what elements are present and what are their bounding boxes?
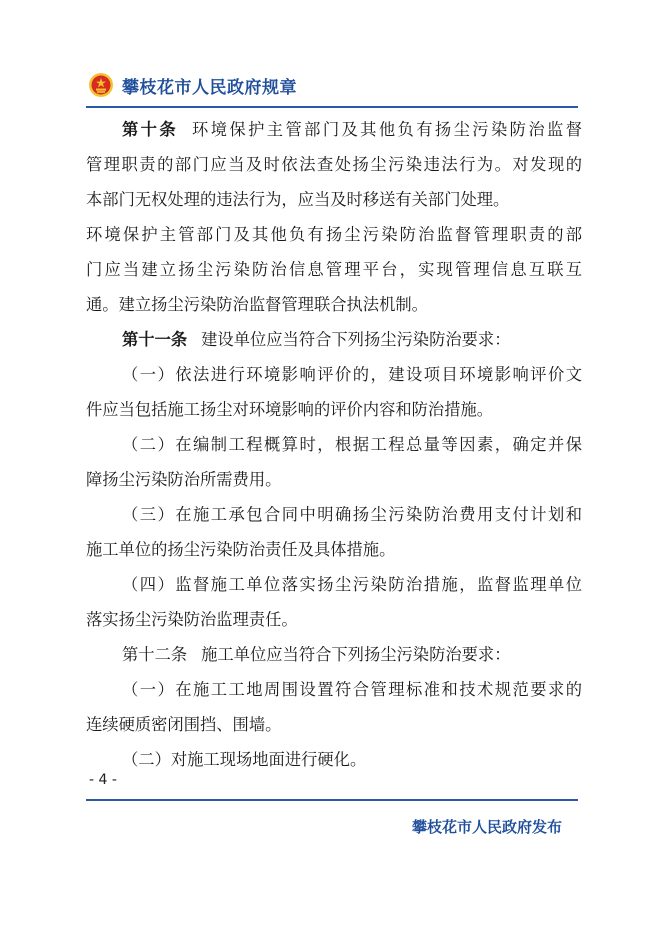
paragraph-line: 门应当建立扬尘污染防治信息管理平台，实现管理信息互联互	[86, 260, 582, 279]
list-item-line: （一）依法进行环境影响评价的，建设项目环境影响评价文	[122, 365, 582, 384]
list-item-line: （二）在编制工程概算时，根据工程总量等因素，确定并保	[122, 435, 582, 454]
list-item-line: 施工单位的扬尘污染防治责任及具体措施。	[86, 540, 396, 559]
article-11-text: 建设单位应当符合下列扬尘污染防治要求：	[201, 330, 511, 349]
page-header	[88, 68, 297, 102]
list-item-line: （二）对施工现场地面进行硬化。	[122, 750, 367, 769]
article-12-line	[86, 637, 582, 672]
header-title: 攀枝花市人民政府规章	[122, 77, 297, 98]
paragraph-line: 管理职责的部门应当及时依法查处扬尘污染违法行为。对发现的	[86, 155, 582, 174]
article-12-text: 施工单位应当符合下列扬尘污染防治要求：	[201, 645, 511, 664]
article-11-line	[86, 322, 582, 357]
document-body	[86, 112, 582, 777]
header-divider	[86, 106, 578, 108]
paragraph-line: 通。建立扬尘污染防治监督管理联合执法机制。	[86, 295, 428, 314]
page-number: - 4 -	[89, 772, 117, 788]
national-emblem-icon	[88, 72, 114, 98]
list-item-line: （一）在施工工地周围设置符合管理标准和技术规范要求的	[122, 680, 582, 699]
article-10-heading: 第十条	[122, 120, 179, 139]
paragraph-line: 本部门无权处理的违法行为，应当及时移送有关部门处理。	[86, 190, 510, 209]
article-10-line-1	[86, 112, 582, 147]
article-12-heading: 第十二条	[122, 645, 188, 664]
paragraph-line: 环境保护主管部门及其他负有扬尘污染防治监督管理职责的部	[86, 225, 582, 244]
publisher-label: 攀枝花市人民政府发布	[411, 818, 562, 836]
article-11-heading: 第十一条	[122, 330, 188, 349]
footer-divider	[86, 799, 578, 801]
list-item-line: （三）在施工承包合同中明确扬尘污染防治费用支付计划和	[122, 505, 582, 524]
list-item-line: （四）监督施工单位落实扬尘污染防治措施，监督监理单位	[122, 575, 582, 594]
article-10-text: 环境保护主管部门及其他负有扬尘污染防治监督	[192, 120, 582, 139]
list-item-line: 落实扬尘污染防治监理责任。	[86, 610, 298, 629]
list-item-line: 障扬尘污染防治所需费用。	[86, 470, 282, 489]
list-item-line: 件应当包括施工扬尘对环境影响的评价内容和防治措施。	[86, 400, 494, 419]
list-item-line: 连续硬质密闭围挡、围墙。	[86, 715, 282, 734]
